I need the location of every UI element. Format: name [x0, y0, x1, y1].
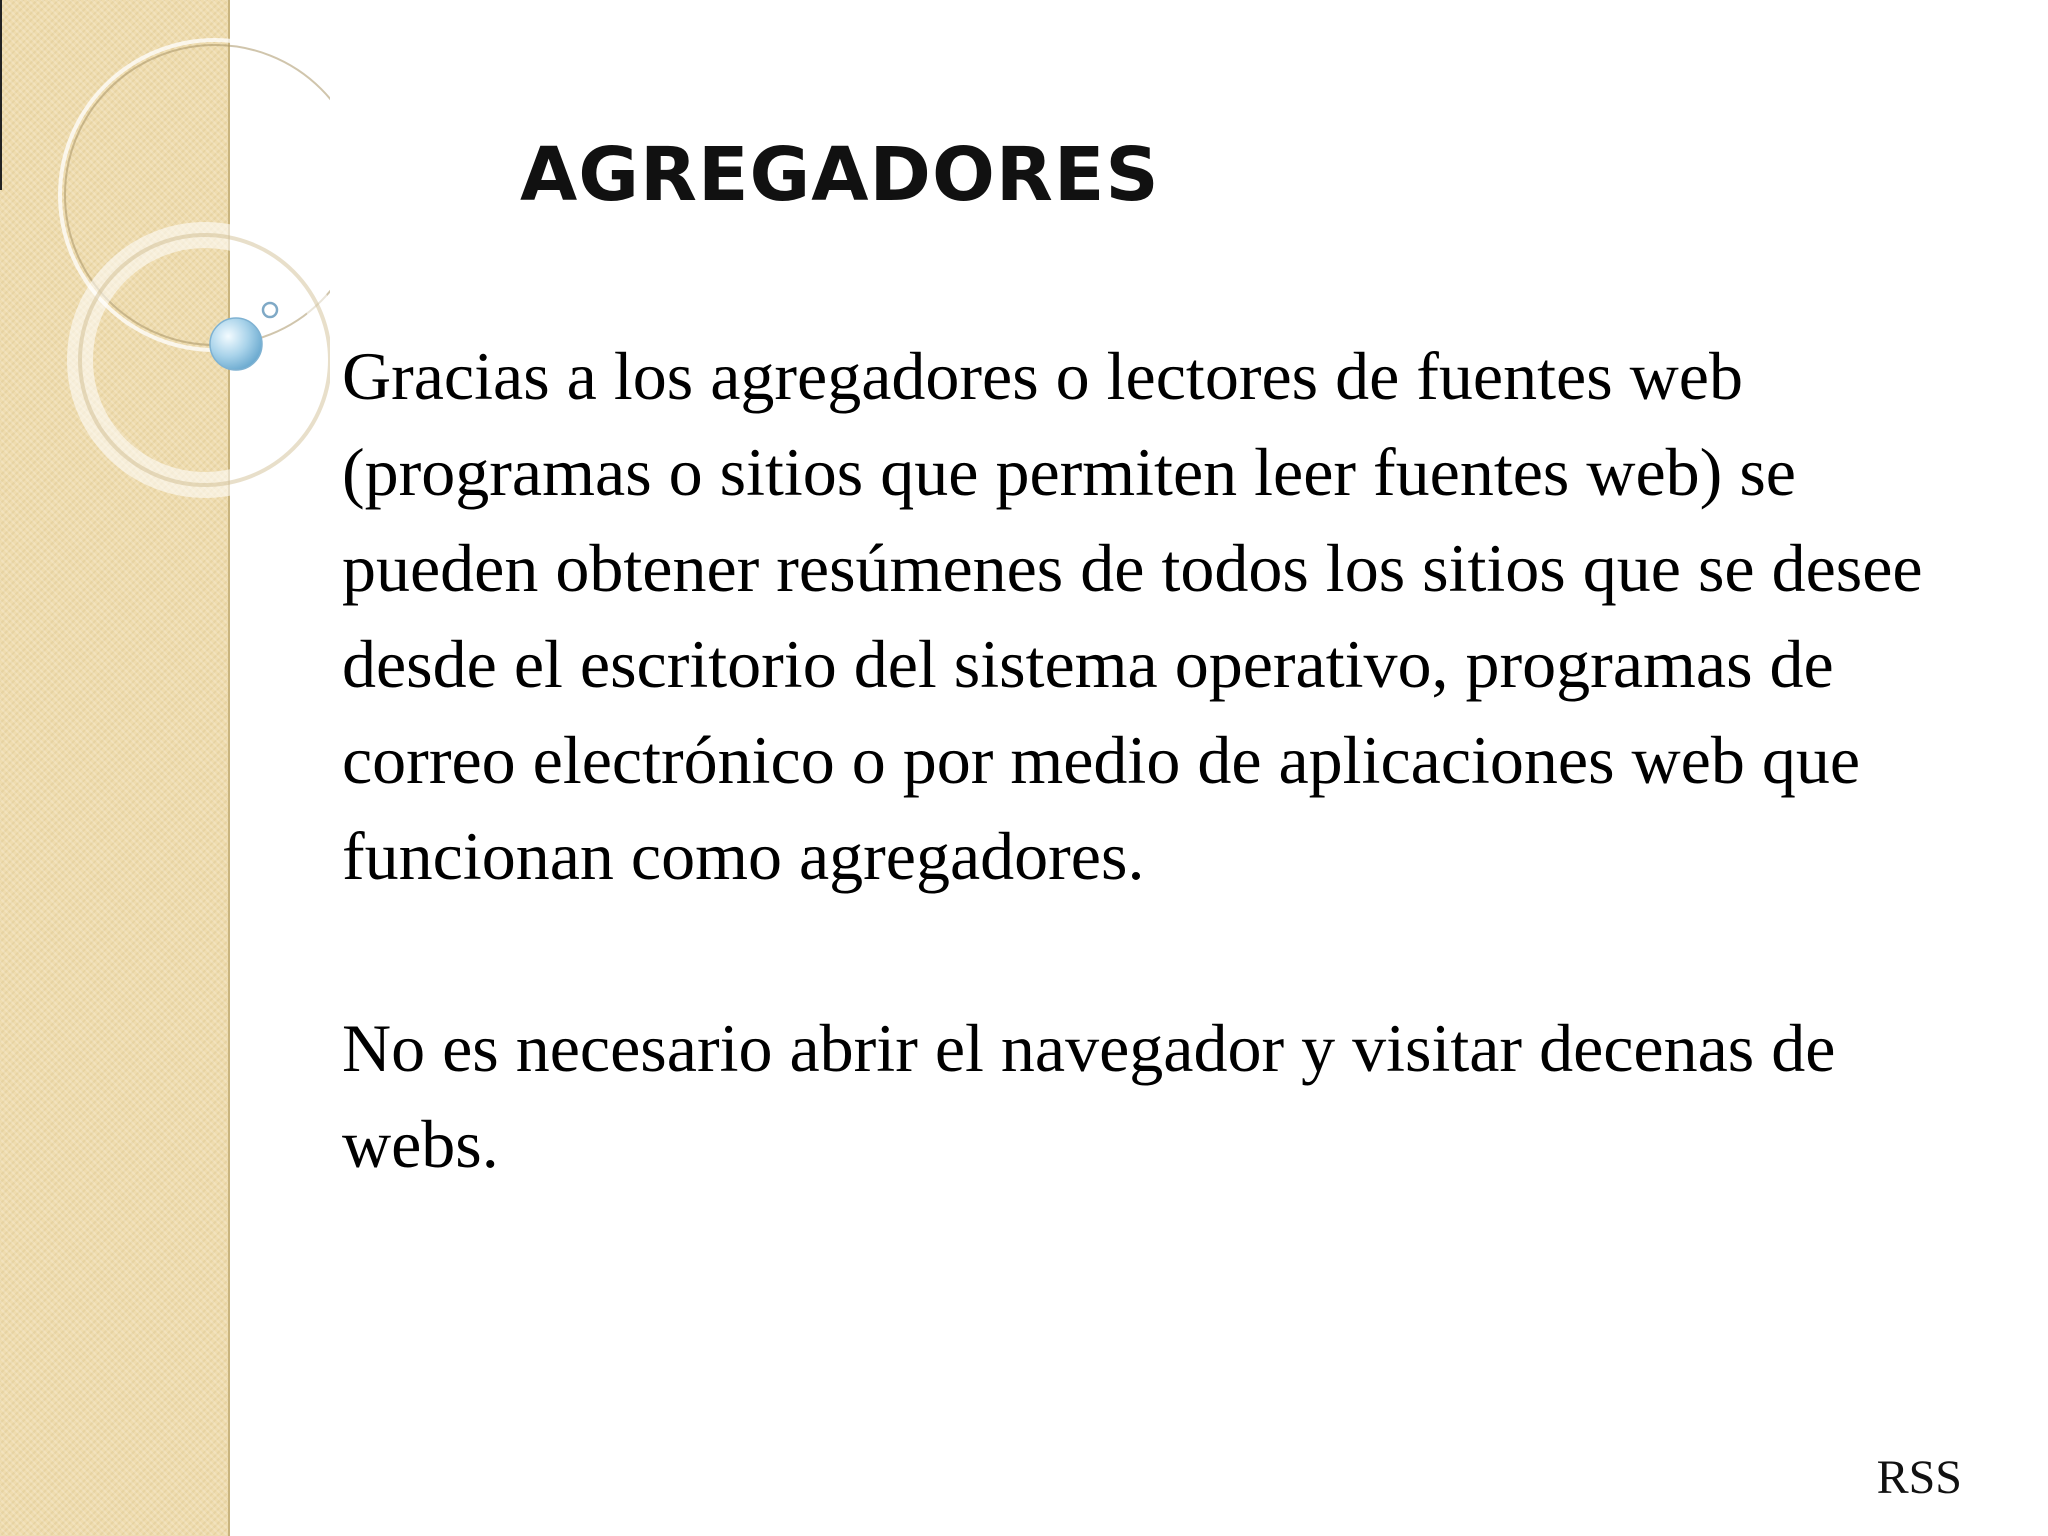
slide-title: AGREGADORES: [520, 132, 1160, 218]
slide-footer: RSS: [1876, 1451, 1962, 1504]
rings-bubble-icon: [0, 0, 330, 520]
body-paragraph: Gracias a los agregadores o lectores de fuentes web (programas o sitios que permiten leer fuentes web) se pueden obtener resúmenes de todos los sitios que se desee desde el escritorio del sistema operativo, programas de correo electrónico o por medio de aplicaciones web que funcionan como agregadores.: [342, 338, 1923, 894]
body-paragraph: No es necesario abrir el navegador y visitar decenas de webs.: [342, 1010, 1836, 1182]
slide-body: [342, 328, 1982, 1192]
